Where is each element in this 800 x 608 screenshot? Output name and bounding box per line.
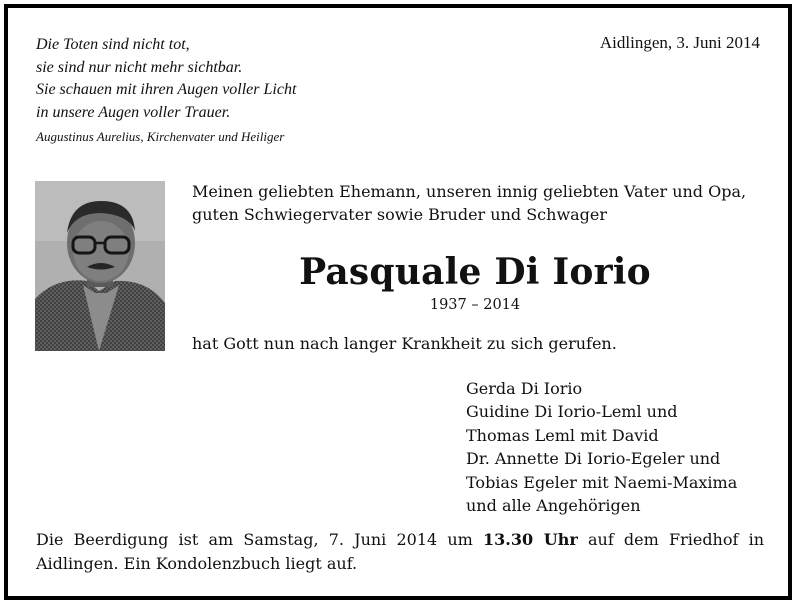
deceased-name: Pasquale Di Iorio — [299, 251, 651, 293]
quote-line: in unsere Augen voller Trauer. — [36, 103, 231, 121]
funeral-text-end: auf dem Friedhof in Aidlingen. Ein Kondolenzbuch liegt auf. — [36, 530, 765, 573]
quote-line: Sie schauen mit ihren Augen voller Licht — [36, 81, 297, 98]
mourner-line: Thomas Leml mit David — [466, 425, 659, 445]
place-and-date: Aidlingen, 3. Juni 2014 — [599, 33, 760, 52]
mourner-line: Tobias Egeler mit Naemi-Maxima — [466, 472, 738, 492]
intro-line: Meinen geliebten Ehemann, unseren innig geliebten Vater und Opa, — [192, 182, 747, 201]
memorial-quote — [36, 34, 296, 147]
funeral-time: 13.30 Uhr — [483, 530, 578, 549]
life-years: 1937 – 2014 — [429, 297, 521, 313]
quote-attribution: Augustinus Aurelius, Kirchenvater und Heiliger — [36, 129, 285, 144]
intro-text — [192, 180, 767, 226]
quote-line: Die Toten sind nicht tot, — [36, 36, 190, 53]
passing-statement: hat Gott nun nach langer Krankheit zu sich gerufen. — [192, 334, 617, 353]
funeral-notice — [36, 528, 764, 575]
mourner-line: Gerda Di Iorio — [466, 379, 583, 398]
mourner-line: Guidine Di Iorio-Leml und — [466, 402, 678, 422]
mourner-line: und alle Angehörigen — [466, 496, 641, 516]
quote-line: sie sind nur nicht mehr sichtbar. — [36, 58, 243, 76]
intro-line: guten Schwiegervater sowie Bruder und Schwager — [192, 205, 608, 224]
mourners-list — [466, 377, 737, 517]
mourner-line: Dr. Annette Di Iorio-Egeler und — [466, 449, 721, 469]
funeral-text-start: Die Beerdigung ist am Samstag, 7. Juni 2014 um — [36, 530, 484, 549]
